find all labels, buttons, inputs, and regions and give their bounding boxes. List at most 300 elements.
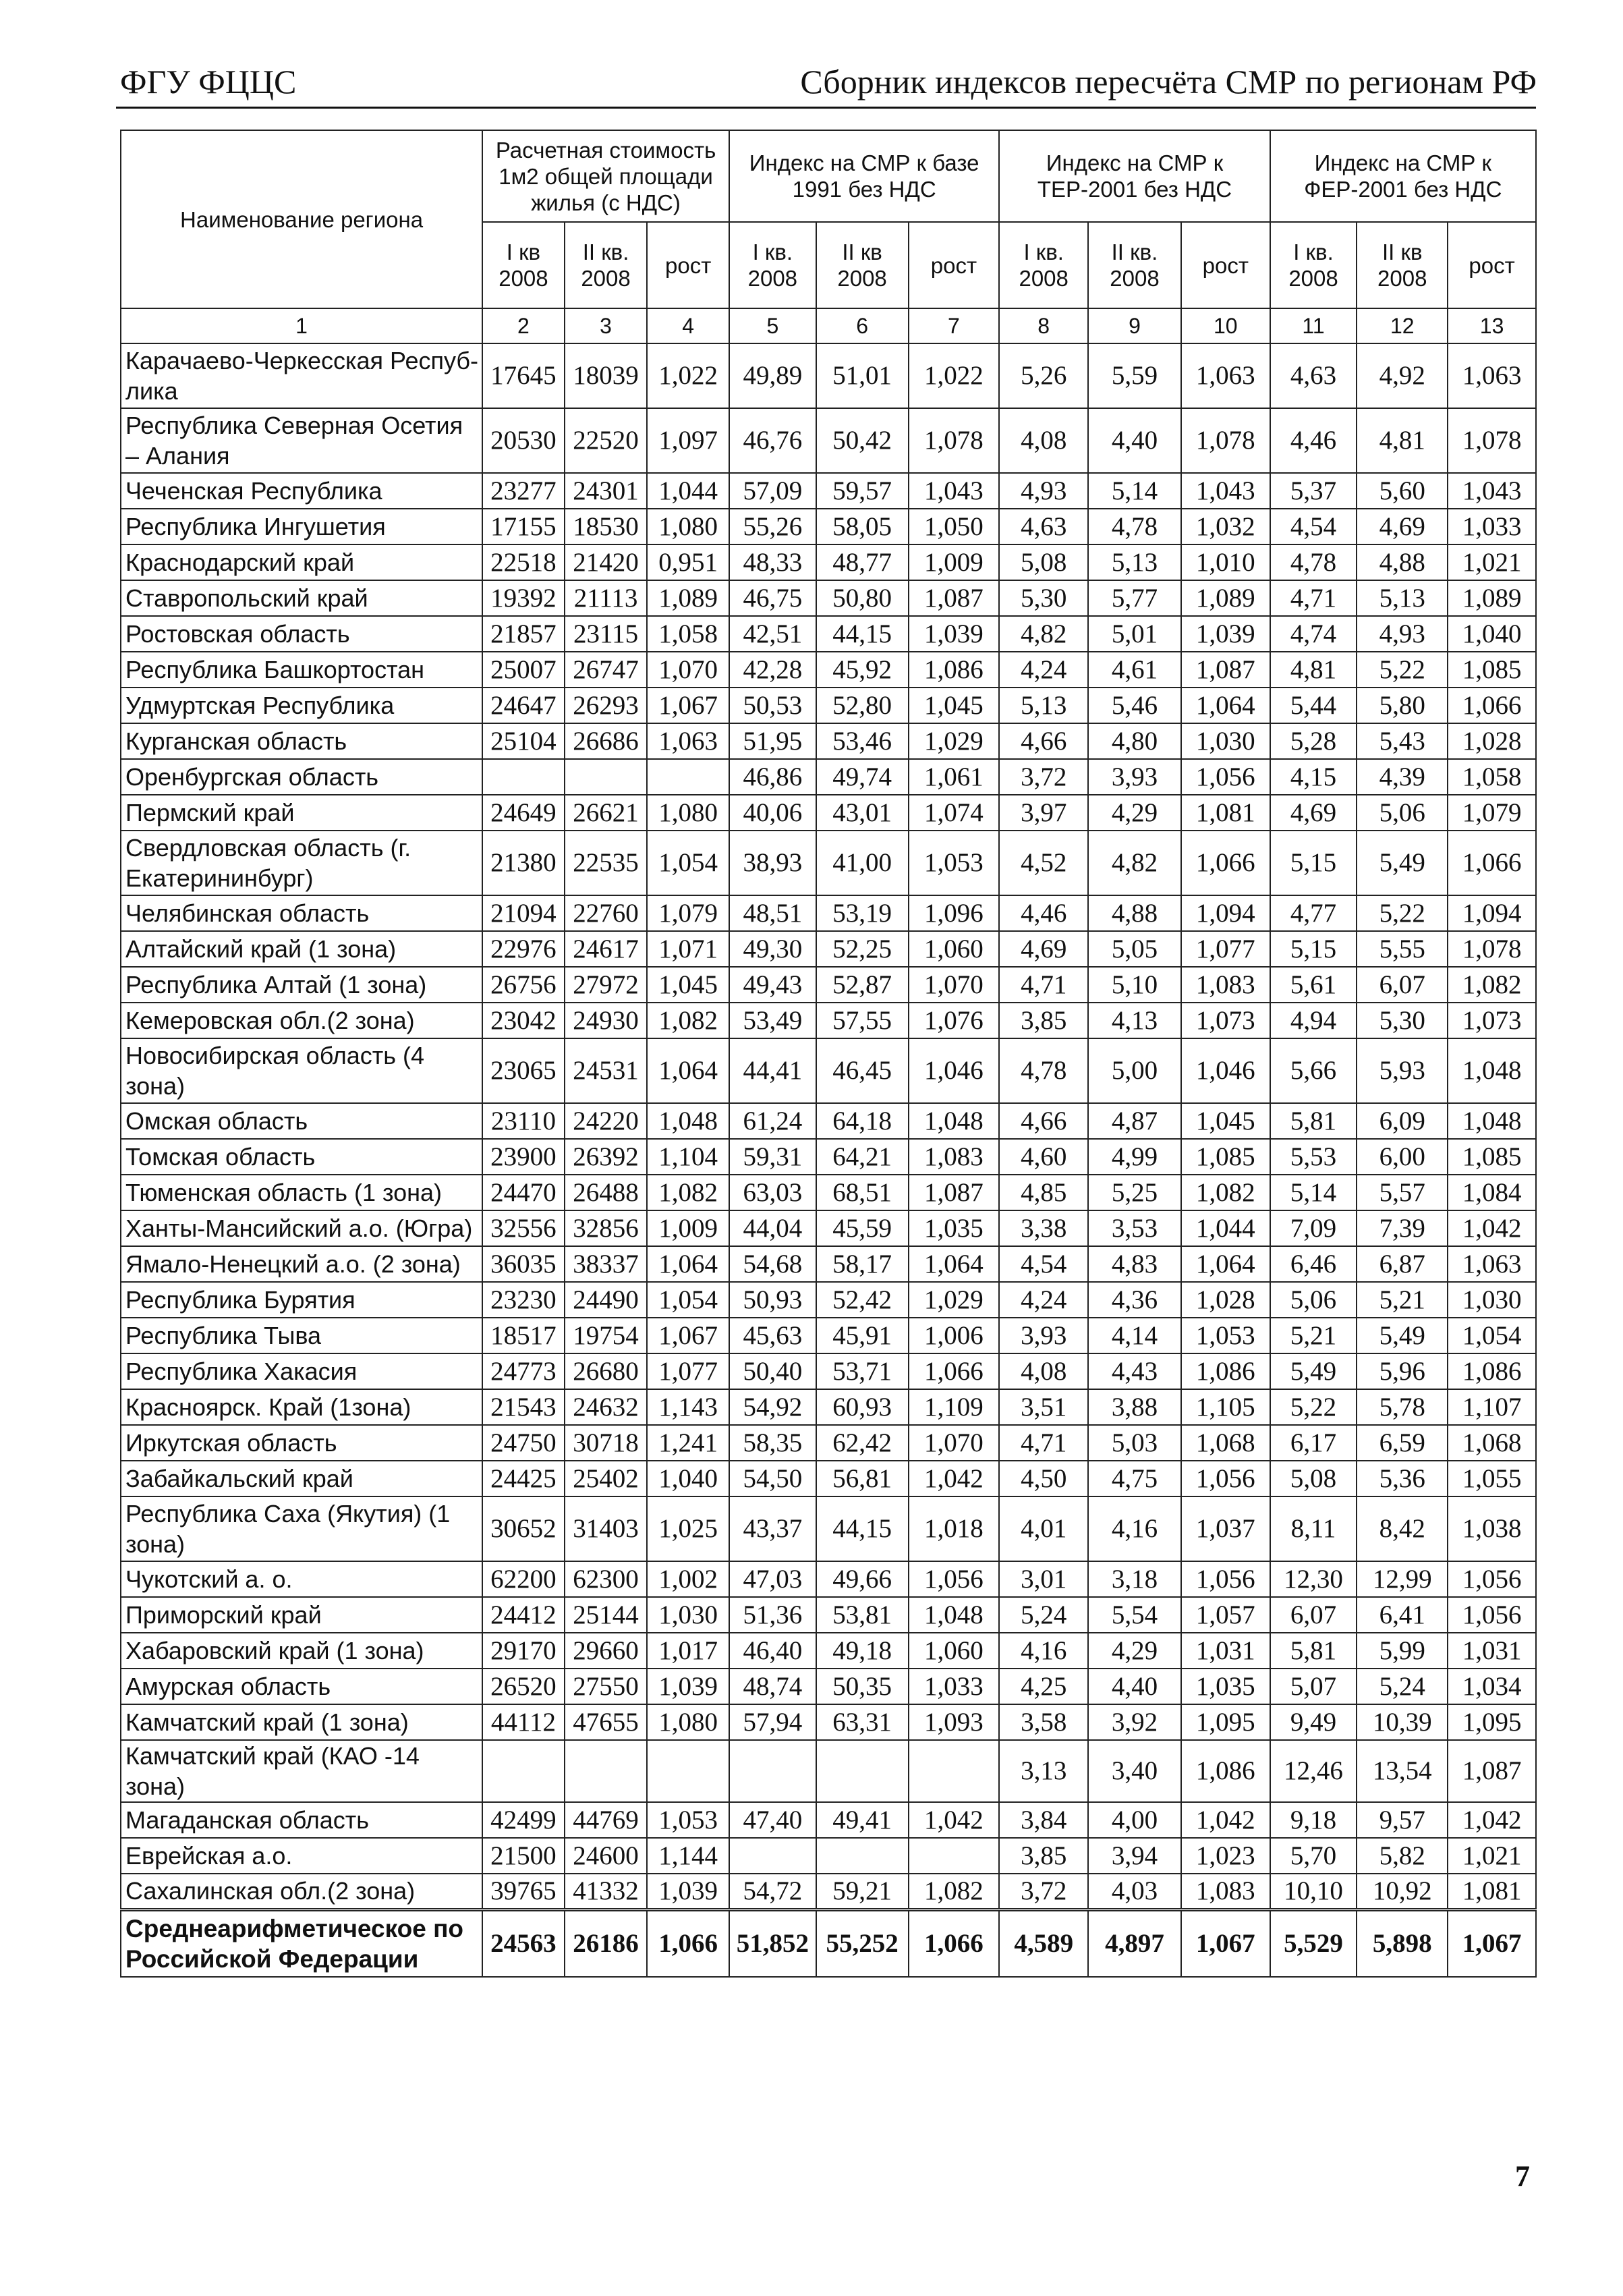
value-cell: 53,19: [816, 895, 909, 931]
value-cell: 1,078: [909, 408, 1000, 473]
value-cell: 25144: [565, 1597, 648, 1633]
value-cell: 1,077: [1181, 931, 1270, 967]
region-name: Забайкальский край: [121, 1461, 482, 1496]
value-cell: 5,49: [1357, 831, 1448, 895]
value-cell: 1,031: [1181, 1633, 1270, 1669]
average-value-cell: 51,852: [729, 1909, 816, 1977]
value-cell: 32856: [565, 1210, 648, 1246]
value-cell: 1,037: [1181, 1496, 1270, 1561]
value-cell: [482, 759, 565, 795]
value-cell: 21094: [482, 895, 565, 931]
region-name: Еврейская а.о.: [121, 1838, 482, 1874]
value-cell: 5,54: [1088, 1597, 1181, 1633]
value-cell: 50,35: [816, 1669, 909, 1704]
value-cell: 1,067: [647, 688, 729, 723]
value-cell: 45,59: [816, 1210, 909, 1246]
value-cell: 1,053: [647, 1802, 729, 1838]
value-cell: 1,045: [909, 688, 1000, 723]
value-cell: 1,061: [909, 759, 1000, 795]
value-cell: 1,056: [1448, 1597, 1536, 1633]
value-cell: 1,086: [1181, 1740, 1270, 1802]
value-cell: 4,71: [999, 1425, 1088, 1461]
table-row: [121, 1139, 1536, 1175]
value-cell: 1,063: [1181, 343, 1270, 408]
value-cell: 1,025: [647, 1496, 729, 1561]
table-row: [121, 1282, 1536, 1318]
value-cell: 1,143: [647, 1389, 729, 1425]
table-row: [121, 408, 1536, 473]
value-cell: 4,94: [1270, 1003, 1357, 1038]
value-cell: 4,46: [999, 895, 1088, 931]
value-cell: 4,13: [1088, 1003, 1181, 1038]
value-cell: 49,18: [816, 1633, 909, 1669]
value-cell: 4,85: [999, 1175, 1088, 1210]
region-name: Тюменская область (1 зона): [121, 1175, 482, 1210]
value-cell: 4,83: [1088, 1246, 1181, 1282]
value-cell: 4,40: [1088, 1669, 1181, 1704]
value-cell: 4,77: [1270, 895, 1357, 931]
value-cell: 18517: [482, 1318, 565, 1353]
column-number-cell: 3: [565, 308, 648, 343]
value-cell: 53,46: [816, 723, 909, 759]
value-cell: 26392: [565, 1139, 648, 1175]
table-row: [121, 1389, 1536, 1425]
value-cell: 3,40: [1088, 1740, 1181, 1802]
value-cell: 44,41: [729, 1038, 816, 1103]
value-cell: 1,060: [909, 1633, 1000, 1669]
value-cell: [647, 1740, 729, 1802]
value-cell: 47,40: [729, 1802, 816, 1838]
value-cell: 1,094: [1181, 895, 1270, 931]
value-cell: 5,10: [1088, 967, 1181, 1003]
value-cell: 24470: [482, 1175, 565, 1210]
value-cell: 1,080: [647, 509, 729, 544]
value-cell: 5,15: [1270, 831, 1357, 895]
value-cell: 4,93: [999, 473, 1088, 509]
value-cell: 4,88: [1357, 544, 1448, 580]
value-cell: 4,69: [999, 931, 1088, 967]
value-cell: 1,086: [1181, 1353, 1270, 1389]
value-cell: 4,39: [1357, 759, 1448, 795]
value-cell: 1,032: [1181, 509, 1270, 544]
table-row: [121, 1704, 1536, 1740]
column-number-cell: 13: [1448, 308, 1536, 343]
value-cell: 50,53: [729, 688, 816, 723]
value-cell: 26621: [565, 795, 648, 831]
region-name: Сахалинская обл.(2 зона): [121, 1874, 482, 1909]
value-cell: 4,82: [1088, 831, 1181, 895]
value-cell: 5,49: [1357, 1318, 1448, 1353]
subheader-cell: рост: [1181, 222, 1270, 308]
value-cell: 32556: [482, 1210, 565, 1246]
value-cell: 1,083: [1181, 1874, 1270, 1909]
region-name: Чукотский а. о.: [121, 1561, 482, 1597]
value-cell: 1,054: [647, 831, 729, 895]
value-cell: 9,18: [1270, 1802, 1357, 1838]
value-cell: 5,77: [1088, 580, 1181, 616]
value-cell: 63,31: [816, 1704, 909, 1740]
value-cell: 48,77: [816, 544, 909, 580]
value-cell: 5,01: [1088, 616, 1181, 652]
value-cell: 1,086: [909, 652, 1000, 688]
value-cell: 4,36: [1088, 1282, 1181, 1318]
value-cell: 26520: [482, 1669, 565, 1704]
value-cell: 5,96: [1357, 1353, 1448, 1389]
value-cell: 1,067: [647, 1318, 729, 1353]
value-cell: 41332: [565, 1874, 648, 1909]
value-cell: 1,068: [1181, 1425, 1270, 1461]
value-cell: 38337: [565, 1246, 648, 1282]
value-cell: 24632: [565, 1389, 648, 1425]
value-cell: 1,042: [1448, 1802, 1536, 1838]
table-row: [121, 895, 1536, 931]
value-cell: 21857: [482, 616, 565, 652]
value-cell: 1,029: [909, 723, 1000, 759]
value-cell: 50,42: [816, 408, 909, 473]
value-cell: 29660: [565, 1633, 648, 1669]
value-cell: 1,053: [909, 831, 1000, 895]
value-cell: 1,050: [909, 509, 1000, 544]
average-value-cell: 1,066: [909, 1909, 1000, 1977]
table-row: [121, 1210, 1536, 1246]
value-cell: 1,058: [1448, 759, 1536, 795]
value-cell: 1,042: [909, 1802, 1000, 1838]
value-cell: 1,040: [647, 1461, 729, 1496]
value-cell: 68,51: [816, 1175, 909, 1210]
column-number-cell: 7: [909, 308, 1000, 343]
value-cell: 5,13: [1088, 544, 1181, 580]
value-cell: 54,68: [729, 1246, 816, 1282]
value-cell: 1,046: [1181, 1038, 1270, 1103]
region-name: Иркутская область: [121, 1425, 482, 1461]
value-cell: 1,070: [909, 967, 1000, 1003]
value-cell: 1,078: [1181, 408, 1270, 473]
value-cell: 40,06: [729, 795, 816, 831]
value-cell: 58,17: [816, 1246, 909, 1282]
value-cell: 29170: [482, 1633, 565, 1669]
value-cell: 1,039: [1181, 616, 1270, 652]
value-cell: 5,59: [1088, 343, 1181, 408]
value-cell: 5,25: [1088, 1175, 1181, 1210]
value-cell: 1,082: [1448, 967, 1536, 1003]
value-cell: 5,24: [1357, 1669, 1448, 1704]
region-name: Амурская область: [121, 1669, 482, 1704]
value-cell: 42,51: [729, 616, 816, 652]
value-cell: 4,93: [1357, 616, 1448, 652]
table-row: [121, 795, 1536, 831]
value-cell: 61,24: [729, 1103, 816, 1139]
value-cell: 1,044: [1181, 1210, 1270, 1246]
value-cell: 49,89: [729, 343, 816, 408]
value-cell: 1,021: [1448, 544, 1536, 580]
value-cell: 24773: [482, 1353, 565, 1389]
value-cell: 24490: [565, 1282, 648, 1318]
subheader-cell: II кв. 2008: [565, 222, 648, 308]
value-cell: 3,38: [999, 1210, 1088, 1246]
value-cell: 1,060: [909, 931, 1000, 967]
value-cell: 50,80: [816, 580, 909, 616]
header-left-title: ФГУ ФЦЦС: [120, 63, 297, 101]
value-cell: 20530: [482, 408, 565, 473]
table-row: [121, 1003, 1536, 1038]
value-cell: 1,086: [1448, 1353, 1536, 1389]
value-cell: 1,048: [647, 1103, 729, 1139]
value-cell: 46,40: [729, 1633, 816, 1669]
region-name: Республика Хакасия: [121, 1353, 482, 1389]
table-header: [121, 130, 1536, 343]
average-value-cell: 1,067: [1181, 1909, 1270, 1977]
region-name: Ростовская область: [121, 616, 482, 652]
value-cell: 4,15: [1270, 759, 1357, 795]
value-cell: 12,30: [1270, 1561, 1357, 1597]
value-cell: 4,46: [1270, 408, 1357, 473]
table-row: [121, 1353, 1536, 1389]
value-cell: 44,15: [816, 616, 909, 652]
average-value-cell: 24563: [482, 1909, 565, 1977]
value-cell: 3,88: [1088, 1389, 1181, 1425]
subheader-cell: II кв 2008: [816, 222, 909, 308]
value-cell: 57,94: [729, 1704, 816, 1740]
value-cell: 1,055: [1448, 1461, 1536, 1496]
region-name: Курганская область: [121, 723, 482, 759]
value-cell: 4,66: [999, 723, 1088, 759]
value-cell: 1,040: [1448, 616, 1536, 652]
value-cell: 1,048: [1448, 1038, 1536, 1103]
value-cell: 1,021: [1448, 1838, 1536, 1874]
value-cell: 27550: [565, 1669, 648, 1704]
value-cell: 1,018: [909, 1496, 1000, 1561]
value-cell: 4,82: [999, 616, 1088, 652]
value-cell: 6,07: [1357, 967, 1448, 1003]
value-cell: 1,056: [1181, 759, 1270, 795]
table-row: [121, 831, 1536, 895]
value-cell: 1,056: [1181, 1561, 1270, 1597]
value-cell: 6,00: [1357, 1139, 1448, 1175]
value-cell: 24930: [565, 1003, 648, 1038]
region-name: Республика Тыва: [121, 1318, 482, 1353]
value-cell: 49,66: [816, 1561, 909, 1597]
value-cell: 1,070: [647, 652, 729, 688]
table-row: [121, 1802, 1536, 1838]
value-cell: 5,61: [1270, 967, 1357, 1003]
value-cell: 44,15: [816, 1496, 909, 1561]
value-cell: 4,63: [999, 509, 1088, 544]
value-cell: 5,44: [1270, 688, 1357, 723]
value-cell: 1,144: [647, 1838, 729, 1874]
value-cell: 5,81: [1270, 1633, 1357, 1669]
region-name: Красноярск. Край (1зона): [121, 1389, 482, 1425]
value-cell: 4,69: [1270, 795, 1357, 831]
value-cell: 5,26: [999, 343, 1088, 408]
value-cell: 24412: [482, 1597, 565, 1633]
value-cell: 17645: [482, 343, 565, 408]
value-cell: 5,36: [1357, 1461, 1448, 1496]
region-name: Омская область: [121, 1103, 482, 1139]
value-cell: 4,40: [1088, 408, 1181, 473]
value-cell: 41,00: [816, 831, 909, 895]
table-row: [121, 723, 1536, 759]
table-row: [121, 1838, 1536, 1874]
value-cell: 1,071: [647, 931, 729, 967]
value-cell: 1,066: [1448, 831, 1536, 895]
value-cell: 1,034: [1448, 1669, 1536, 1704]
value-cell: 1,085: [1448, 1139, 1536, 1175]
value-cell: 51,95: [729, 723, 816, 759]
value-cell: 10,10: [1270, 1874, 1357, 1909]
value-cell: 57,09: [729, 473, 816, 509]
table-row: [121, 1246, 1536, 1282]
value-cell: 9,49: [1270, 1704, 1357, 1740]
value-cell: 5,22: [1270, 1389, 1357, 1425]
value-cell: 1,035: [909, 1210, 1000, 1246]
value-cell: 1,097: [647, 408, 729, 473]
value-cell: 4,87: [1088, 1103, 1181, 1139]
average-value-cell: 55,252: [816, 1909, 909, 1977]
value-cell: 5,80: [1357, 688, 1448, 723]
subheader-cell: II кв. 2008: [1088, 222, 1181, 308]
value-cell: 4,52: [999, 831, 1088, 895]
value-cell: 1,044: [647, 473, 729, 509]
value-cell: 1,038: [1448, 1496, 1536, 1561]
value-cell: 25402: [565, 1461, 648, 1496]
value-cell: 1,082: [909, 1874, 1000, 1909]
value-cell: 5,07: [1270, 1669, 1357, 1704]
value-cell: 1,043: [1181, 473, 1270, 509]
region-name: Ханты-Мансийский а.о. (Югра): [121, 1210, 482, 1246]
region-name: Челябинская область: [121, 895, 482, 931]
value-cell: 1,039: [909, 616, 1000, 652]
value-cell: 4,92: [1357, 343, 1448, 408]
value-cell: 5,05: [1088, 931, 1181, 967]
value-cell: 1,053: [1181, 1318, 1270, 1353]
value-cell: 21113: [565, 580, 648, 616]
region-name: Кемеровская обл.(2 зона): [121, 1003, 482, 1038]
value-cell: [816, 1740, 909, 1802]
region-name: Республика Башкортостан: [121, 652, 482, 688]
value-cell: 25104: [482, 723, 565, 759]
value-cell: 3,93: [1088, 759, 1181, 795]
value-cell: 24647: [482, 688, 565, 723]
value-cell: 1,094: [1448, 895, 1536, 931]
average-value-cell: 4,589: [999, 1909, 1088, 1977]
value-cell: 18039: [565, 343, 648, 408]
value-cell: 1,095: [1181, 1704, 1270, 1740]
value-cell: 52,25: [816, 931, 909, 967]
value-cell: 1,002: [647, 1561, 729, 1597]
table-row: [121, 1038, 1536, 1103]
value-cell: 5,30: [1357, 1003, 1448, 1038]
value-cell: 1,066: [1181, 831, 1270, 895]
value-cell: 1,107: [1448, 1389, 1536, 1425]
value-cell: 1,087: [1181, 652, 1270, 688]
value-cell: 1,066: [1448, 688, 1536, 723]
value-cell: 45,91: [816, 1318, 909, 1353]
value-cell: 9,57: [1357, 1802, 1448, 1838]
group-header-cost: Расчетная стоимость 1м2 общей площади жилья (с НДС): [482, 130, 729, 222]
value-cell: 4,66: [999, 1103, 1088, 1139]
table-row: [121, 580, 1536, 616]
value-cell: 4,16: [1088, 1496, 1181, 1561]
value-cell: [565, 1740, 648, 1802]
value-cell: 23065: [482, 1038, 565, 1103]
value-cell: 1,039: [647, 1669, 729, 1704]
value-cell: 5,57: [1357, 1175, 1448, 1210]
average-value-cell: 5,898: [1357, 1909, 1448, 1977]
value-cell: 1,096: [909, 895, 1000, 931]
value-cell: 22535: [565, 831, 648, 895]
value-cell: 3,84: [999, 1802, 1088, 1838]
table-row: [121, 509, 1536, 544]
value-cell: 1,017: [647, 1633, 729, 1669]
value-cell: 5,21: [1357, 1282, 1448, 1318]
value-cell: 30652: [482, 1496, 565, 1561]
value-cell: 5,81: [1270, 1103, 1357, 1139]
value-cell: 1,064: [909, 1246, 1000, 1282]
subheader-cell: I кв. 2008: [729, 222, 816, 308]
value-cell: 1,048: [909, 1597, 1000, 1633]
value-cell: 1,030: [1181, 723, 1270, 759]
header-right-title: Сборник индексов пересчёта СМР по регионам РФ: [800, 63, 1537, 101]
value-cell: 1,109: [909, 1389, 1000, 1425]
value-cell: 21500: [482, 1838, 565, 1874]
value-cell: 1,056: [1181, 1461, 1270, 1496]
value-cell: 48,33: [729, 544, 816, 580]
value-cell: 1,105: [1181, 1389, 1270, 1425]
value-cell: 1,064: [1181, 688, 1270, 723]
value-cell: 3,93: [999, 1318, 1088, 1353]
value-cell: 24425: [482, 1461, 565, 1496]
value-cell: 1,010: [1181, 544, 1270, 580]
value-cell: 49,41: [816, 1802, 909, 1838]
region-name: Республика Саха (Якутия) (1 зона): [121, 1496, 482, 1561]
value-cell: 6,87: [1357, 1246, 1448, 1282]
value-cell: 5,08: [999, 544, 1088, 580]
value-cell: 21380: [482, 831, 565, 895]
subheader-cell: рост: [1448, 222, 1536, 308]
table-row: [121, 544, 1536, 580]
value-cell: 52,80: [816, 688, 909, 723]
value-cell: 1,089: [1448, 580, 1536, 616]
table-row: [121, 652, 1536, 688]
value-cell: 58,05: [816, 509, 909, 544]
value-cell: 1,078: [1448, 931, 1536, 967]
subheader-cell: I кв. 2008: [999, 222, 1088, 308]
value-cell: 4,63: [1270, 343, 1357, 408]
table-row: [121, 616, 1536, 652]
value-cell: 1,042: [1181, 1802, 1270, 1838]
region-name: Камчатский край (1 зона): [121, 1704, 482, 1740]
value-cell: 5,22: [1357, 895, 1448, 931]
value-cell: 3,85: [999, 1003, 1088, 1038]
value-cell: 4,75: [1088, 1461, 1181, 1496]
value-cell: 1,079: [1448, 795, 1536, 831]
value-cell: 5,37: [1270, 473, 1357, 509]
table-row: [121, 1633, 1536, 1669]
value-cell: 8,42: [1357, 1496, 1448, 1561]
value-cell: 7,39: [1357, 1210, 1448, 1246]
value-cell: 5,49: [1270, 1353, 1357, 1389]
value-cell: 47,03: [729, 1561, 816, 1597]
value-cell: 1,241: [647, 1425, 729, 1461]
value-cell: [729, 1740, 816, 1802]
value-cell: 4,78: [1270, 544, 1357, 580]
value-cell: 4,78: [1088, 509, 1181, 544]
region-name: Магаданская область: [121, 1802, 482, 1838]
average-value-cell: 1,067: [1448, 1909, 1536, 1977]
value-cell: 26293: [565, 688, 648, 723]
column-number-cell: 6: [816, 308, 909, 343]
average-label: Среднеарифметическое по Российской Федерации: [121, 1909, 482, 1977]
